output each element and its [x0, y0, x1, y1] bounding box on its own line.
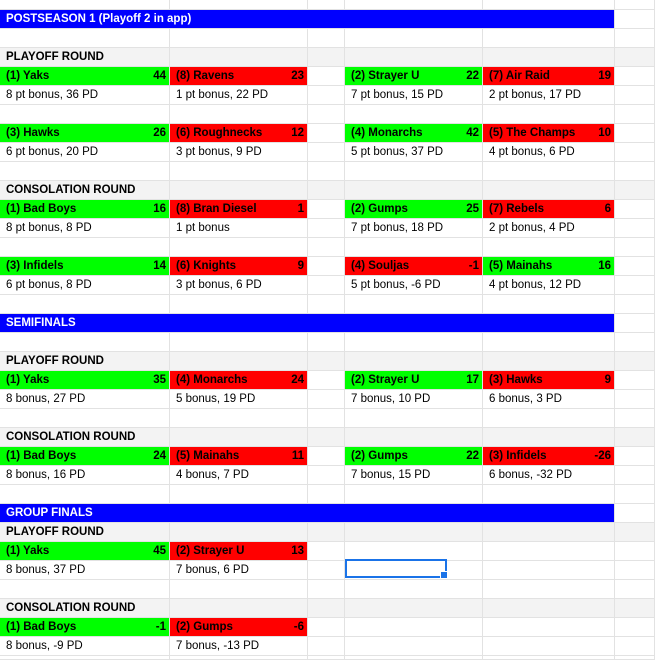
- empty-cell[interactable]: [345, 637, 483, 656]
- empty-cell[interactable]: [0, 0, 170, 10]
- empty-cell[interactable]: [308, 86, 345, 105]
- empty-cell[interactable]: [0, 238, 170, 257]
- empty-cell[interactable]: [483, 409, 615, 428]
- round-row[interactable]: [170, 48, 308, 67]
- empty-cell[interactable]: [308, 656, 345, 660]
- empty-cell[interactable]: [615, 580, 655, 599]
- empty-cell[interactable]: [170, 580, 308, 599]
- bonus-cell-label: 1 pt bonus: [176, 222, 230, 234]
- round-row[interactable]: [308, 599, 345, 618]
- round-row[interactable]: [345, 352, 483, 371]
- round-row[interactable]: [615, 428, 655, 447]
- team-cell[interactable]: [170, 371, 308, 390]
- team-cell[interactable]: [0, 67, 170, 86]
- team-cell-label: (1) Yaks: [6, 545, 50, 557]
- empty-cell[interactable]: [483, 580, 615, 599]
- team-cell-label: (1) Yaks: [6, 70, 50, 82]
- empty-cell[interactable]: [483, 105, 615, 124]
- empty-cell[interactable]: [483, 561, 615, 580]
- empty-cell[interactable]: [308, 238, 345, 257]
- team-cell-score: 45: [153, 545, 166, 557]
- bonus-cell[interactable]: [0, 276, 170, 295]
- empty-cell[interactable]: [308, 466, 345, 485]
- bonus-cell-label: 8 bonus, 37 PD: [6, 564, 86, 576]
- empty-cell[interactable]: [308, 105, 345, 124]
- team-cell-score: 19: [598, 70, 611, 82]
- empty-cell[interactable]: [615, 656, 655, 660]
- empty-cell[interactable]: [615, 200, 655, 219]
- empty-cell[interactable]: [308, 162, 345, 181]
- bonus-cell[interactable]: [0, 143, 170, 162]
- team-cell[interactable]: [0, 371, 170, 390]
- selected-cell[interactable]: [345, 559, 447, 578]
- team-cell-label: (5) Mainahs: [176, 450, 240, 462]
- team-cell-score: 13: [291, 545, 304, 557]
- team-cell-score: 42: [466, 127, 479, 139]
- bonus-cell-label: 8 bonus, 27 PD: [6, 393, 86, 405]
- empty-cell[interactable]: [483, 0, 615, 10]
- round-label-label: CONSOLATION ROUND: [6, 184, 136, 196]
- bonus-cell[interactable]: [0, 219, 170, 238]
- bonus-cell-label: 2 pt bonus, 17 PD: [489, 89, 582, 101]
- team-cell[interactable]: [0, 124, 170, 143]
- team-cell-score: 44: [153, 70, 166, 82]
- team-cell[interactable]: [170, 124, 308, 143]
- bonus-cell-label: 6 pt bonus, 8 PD: [6, 279, 92, 291]
- empty-cell[interactable]: [308, 371, 345, 390]
- round-row[interactable]: [483, 48, 615, 67]
- round-label[interactable]: [0, 599, 170, 618]
- empty-cell[interactable]: [308, 580, 345, 599]
- empty-cell[interactable]: [615, 105, 655, 124]
- team-cell-label: (8) Ravens: [176, 70, 235, 82]
- empty-cell[interactable]: [0, 29, 170, 48]
- bonus-cell[interactable]: [345, 276, 483, 295]
- empty-cell[interactable]: [170, 29, 308, 48]
- bonus-cell-label: 6 bonus, 3 PD: [489, 393, 562, 405]
- team-cell-score: 25: [466, 203, 479, 215]
- empty-cell[interactable]: [345, 29, 483, 48]
- empty-cell[interactable]: [483, 485, 615, 504]
- empty-cell[interactable]: [615, 162, 655, 181]
- round-label-label: PLAYOFF ROUND: [6, 355, 104, 367]
- empty-cell[interactable]: [0, 656, 170, 660]
- team-cell[interactable]: [345, 257, 483, 276]
- bonus-cell[interactable]: [170, 219, 308, 238]
- empty-cell[interactable]: [345, 333, 483, 352]
- team-cell[interactable]: [170, 542, 308, 561]
- empty-cell[interactable]: [170, 485, 308, 504]
- round-row[interactable]: [170, 523, 308, 542]
- bonus-cell[interactable]: [483, 276, 615, 295]
- team-cell-label: (6) Roughnecks: [176, 127, 263, 139]
- empty-cell[interactable]: [483, 542, 615, 561]
- empty-cell[interactable]: [308, 200, 345, 219]
- empty-cell[interactable]: [308, 276, 345, 295]
- empty-cell[interactable]: [615, 333, 655, 352]
- team-cell-label: (4) Souljas: [351, 260, 410, 272]
- team-cell-score: 22: [466, 70, 479, 82]
- bonus-cell[interactable]: [170, 561, 308, 580]
- bonus-cell[interactable]: [345, 390, 483, 409]
- bonus-cell-label: 2 pt bonus, 4 PD: [489, 222, 575, 234]
- empty-cell[interactable]: [615, 29, 655, 48]
- empty-cell[interactable]: [615, 295, 655, 314]
- team-cell[interactable]: [170, 447, 308, 466]
- team-cell-label: (1) Bad Boys: [6, 621, 77, 633]
- bonus-cell-label: 7 bonus, 6 PD: [176, 564, 249, 576]
- empty-cell[interactable]: [615, 485, 655, 504]
- empty-cell[interactable]: [170, 162, 308, 181]
- empty-cell[interactable]: [345, 162, 483, 181]
- empty-cell[interactable]: [170, 0, 308, 10]
- empty-cell[interactable]: [345, 580, 483, 599]
- empty-cell[interactable]: [170, 409, 308, 428]
- bonus-cell-label: 8 pt bonus, 8 PD: [6, 222, 92, 234]
- empty-cell[interactable]: [615, 10, 655, 29]
- bonus-cell[interactable]: [345, 466, 483, 485]
- round-label[interactable]: [0, 523, 170, 542]
- team-cell-score: 16: [598, 260, 611, 272]
- empty-cell[interactable]: [308, 67, 345, 86]
- empty-cell[interactable]: [615, 466, 655, 485]
- empty-cell[interactable]: [615, 618, 655, 637]
- round-row[interactable]: [483, 599, 615, 618]
- empty-cell[interactable]: [615, 637, 655, 656]
- empty-cell[interactable]: [615, 0, 655, 10]
- team-cell[interactable]: [0, 542, 170, 561]
- team-cell-score: -1: [155, 621, 166, 633]
- team-cell-score: 9: [297, 260, 304, 272]
- team-cell-score: 11: [291, 450, 304, 462]
- empty-cell[interactable]: [483, 618, 615, 637]
- team-cell-label: (4) Monarchs: [176, 374, 248, 386]
- round-row[interactable]: [308, 428, 345, 447]
- team-cell[interactable]: [345, 124, 483, 143]
- empty-cell[interactable]: [483, 656, 615, 660]
- empty-cell[interactable]: [308, 542, 345, 561]
- team-cell-label: (5) The Champs: [489, 127, 576, 139]
- bonus-cell[interactable]: [170, 276, 308, 295]
- bonus-cell-label: 5 bonus, 19 PD: [176, 393, 256, 405]
- team-cell-label: (2) Gumps: [176, 621, 233, 633]
- bonus-cell[interactable]: [345, 143, 483, 162]
- team-cell-label: (2) Strayer U: [176, 545, 245, 557]
- bonus-cell[interactable]: [345, 219, 483, 238]
- bonus-cell[interactable]: [0, 561, 170, 580]
- empty-cell[interactable]: [0, 105, 170, 124]
- empty-cell[interactable]: [0, 333, 170, 352]
- round-row[interactable]: [483, 352, 615, 371]
- team-cell[interactable]: [0, 257, 170, 276]
- empty-cell[interactable]: [615, 276, 655, 295]
- round-row[interactable]: [308, 352, 345, 371]
- empty-cell[interactable]: [0, 295, 170, 314]
- bonus-cell-label: 7 pt bonus, 15 PD: [351, 89, 444, 101]
- section-header[interactable]: [0, 314, 615, 333]
- bonus-cell[interactable]: [345, 86, 483, 105]
- empty-cell[interactable]: [615, 124, 655, 143]
- empty-cell[interactable]: [483, 637, 615, 656]
- round-label[interactable]: [0, 352, 170, 371]
- bonus-cell-label: 4 pt bonus, 6 PD: [489, 146, 575, 158]
- team-cell-score: 16: [153, 203, 166, 215]
- team-cell-label: (2) Strayer U: [351, 70, 420, 82]
- round-label-label: CONSOLATION ROUND: [6, 602, 136, 614]
- bonus-cell-label: 4 bonus, 7 PD: [176, 469, 249, 481]
- bonus-cell-label: 3 pt bonus, 6 PD: [176, 279, 262, 291]
- empty-cell[interactable]: [615, 542, 655, 561]
- section-header[interactable]: [0, 504, 615, 523]
- empty-cell[interactable]: [345, 485, 483, 504]
- empty-cell[interactable]: [615, 371, 655, 390]
- team-cell-score: 12: [291, 127, 304, 139]
- empty-cell[interactable]: [345, 656, 483, 660]
- empty-cell[interactable]: [308, 561, 345, 580]
- team-cell[interactable]: [170, 200, 308, 219]
- empty-cell[interactable]: [308, 219, 345, 238]
- empty-cell[interactable]: [345, 618, 483, 637]
- empty-cell[interactable]: [170, 333, 308, 352]
- team-cell[interactable]: [345, 67, 483, 86]
- bonus-cell[interactable]: [483, 143, 615, 162]
- round-row[interactable]: [308, 48, 345, 67]
- empty-cell[interactable]: [615, 561, 655, 580]
- empty-cell[interactable]: [345, 238, 483, 257]
- bonus-cell-label: 7 bonus, 15 PD: [351, 469, 431, 481]
- empty-cell[interactable]: [308, 124, 345, 143]
- bonus-cell-label: 4 pt bonus, 12 PD: [489, 279, 582, 291]
- team-cell[interactable]: [345, 447, 483, 466]
- team-cell-score: 9: [604, 374, 611, 386]
- empty-cell[interactable]: [0, 162, 170, 181]
- team-cell[interactable]: [345, 371, 483, 390]
- empty-cell[interactable]: [615, 219, 655, 238]
- empty-cell[interactable]: [615, 390, 655, 409]
- empty-cell[interactable]: [170, 656, 308, 660]
- round-row[interactable]: [345, 599, 483, 618]
- empty-cell[interactable]: [345, 295, 483, 314]
- empty-cell[interactable]: [615, 238, 655, 257]
- empty-cell[interactable]: [0, 409, 170, 428]
- bonus-cell[interactable]: [0, 390, 170, 409]
- team-cell-score: 1: [297, 203, 304, 215]
- round-row[interactable]: [615, 48, 655, 67]
- empty-cell[interactable]: [308, 447, 345, 466]
- round-label[interactable]: [0, 428, 170, 447]
- team-cell-label: (1) Bad Boys: [6, 450, 77, 462]
- team-cell-score: 10: [598, 127, 611, 139]
- round-row[interactable]: [483, 428, 615, 447]
- round-row[interactable]: [170, 599, 308, 618]
- empty-cell[interactable]: [615, 447, 655, 466]
- empty-cell[interactable]: [615, 504, 655, 523]
- team-cell-score: 24: [153, 450, 166, 462]
- round-label-label: CONSOLATION ROUND: [6, 431, 136, 443]
- team-cell-score: 17: [466, 374, 479, 386]
- team-cell-label: (3) Infidels: [6, 260, 64, 272]
- empty-cell[interactable]: [615, 257, 655, 276]
- team-cell-label: (1) Yaks: [6, 374, 50, 386]
- team-cell-score: -26: [594, 450, 611, 462]
- bonus-cell-label: 7 pt bonus, 18 PD: [351, 222, 444, 234]
- empty-cell[interactable]: [483, 29, 615, 48]
- team-cell-score: 22: [466, 450, 479, 462]
- bonus-cell[interactable]: [483, 86, 615, 105]
- bonus-cell[interactable]: [170, 143, 308, 162]
- bonus-cell-label: 5 pt bonus, 37 PD: [351, 146, 444, 158]
- empty-cell[interactable]: [308, 409, 345, 428]
- round-row[interactable]: [170, 428, 308, 447]
- team-cell-label: (2) Gumps: [351, 203, 408, 215]
- bonus-cell-label: 7 bonus, 10 PD: [351, 393, 431, 405]
- team-cell[interactable]: [0, 447, 170, 466]
- bonus-cell[interactable]: [0, 86, 170, 105]
- team-cell-label: (8) Bran Diesel: [176, 203, 257, 215]
- empty-cell[interactable]: [345, 0, 483, 10]
- empty-cell[interactable]: [308, 485, 345, 504]
- team-cell-label: (3) Hawks: [489, 374, 543, 386]
- bonus-cell[interactable]: [170, 466, 308, 485]
- round-row[interactable]: [483, 523, 615, 542]
- empty-cell[interactable]: [615, 86, 655, 105]
- empty-cell[interactable]: [170, 295, 308, 314]
- section-header[interactable]: [0, 10, 615, 29]
- empty-cell[interactable]: [308, 257, 345, 276]
- round-row[interactable]: [308, 181, 345, 200]
- team-cell-label: (2) Strayer U: [351, 374, 420, 386]
- team-cell-label: (6) Knights: [176, 260, 237, 272]
- round-label[interactable]: [0, 181, 170, 200]
- empty-cell[interactable]: [308, 295, 345, 314]
- empty-cell[interactable]: [170, 105, 308, 124]
- team-cell-label: (2) Gumps: [351, 450, 408, 462]
- bonus-cell[interactable]: [0, 466, 170, 485]
- team-cell-score: 14: [153, 260, 166, 272]
- team-cell[interactable]: [0, 200, 170, 219]
- empty-cell[interactable]: [0, 485, 170, 504]
- team-cell-score: -6: [293, 621, 304, 633]
- team-cell[interactable]: [483, 124, 615, 143]
- empty-cell[interactable]: [615, 409, 655, 428]
- team-cell-score: 6: [604, 203, 611, 215]
- empty-cell[interactable]: [308, 29, 345, 48]
- team-cell-label: (7) Air Raid: [489, 70, 550, 82]
- round-row[interactable]: [615, 352, 655, 371]
- team-cell-label: (3) Hawks: [6, 127, 60, 139]
- round-row[interactable]: [345, 428, 483, 447]
- round-row[interactable]: [170, 352, 308, 371]
- round-row[interactable]: [615, 523, 655, 542]
- team-cell-score: 26: [153, 127, 166, 139]
- team-cell-score: 35: [153, 374, 166, 386]
- round-row[interactable]: [345, 181, 483, 200]
- team-cell-label: (7) Rebels: [489, 203, 544, 215]
- bonus-cell[interactable]: [170, 390, 308, 409]
- team-cell[interactable]: [170, 257, 308, 276]
- section-header-label: SEMIFINALS: [6, 317, 76, 329]
- section-header-label: POSTSEASON 1 (Playoff 2 in app): [6, 13, 192, 25]
- team-cell[interactable]: [483, 257, 615, 276]
- empty-cell[interactable]: [308, 637, 345, 656]
- round-row[interactable]: [345, 523, 483, 542]
- empty-cell[interactable]: [615, 67, 655, 86]
- bonus-cell-label: 1 pt bonus, 22 PD: [176, 89, 269, 101]
- bonus-cell-label: 6 bonus, -32 PD: [489, 469, 573, 481]
- empty-cell[interactable]: [308, 0, 345, 10]
- team-cell[interactable]: [483, 447, 615, 466]
- empty-cell[interactable]: [308, 618, 345, 637]
- round-row[interactable]: [615, 599, 655, 618]
- section-header-label: GROUP FINALS: [6, 507, 93, 519]
- round-row[interactable]: [483, 181, 615, 200]
- bonus-cell-label: 7 bonus, -13 PD: [176, 640, 260, 652]
- team-cell-score: 24: [291, 374, 304, 386]
- bonus-cell[interactable]: [483, 219, 615, 238]
- bonus-cell[interactable]: [483, 390, 615, 409]
- empty-cell[interactable]: [483, 238, 615, 257]
- team-cell-label: (1) Bad Boys: [6, 203, 77, 215]
- round-label-label: PLAYOFF ROUND: [6, 51, 104, 63]
- empty-cell[interactable]: [308, 143, 345, 162]
- bonus-cell-label: 3 pt bonus, 9 PD: [176, 146, 262, 158]
- empty-cell[interactable]: [483, 333, 615, 352]
- empty-cell[interactable]: [308, 333, 345, 352]
- empty-cell[interactable]: [345, 409, 483, 428]
- bonus-cell[interactable]: [0, 637, 170, 656]
- round-row[interactable]: [308, 523, 345, 542]
- bonus-cell[interactable]: [170, 86, 308, 105]
- empty-cell[interactable]: [345, 105, 483, 124]
- empty-cell[interactable]: [615, 314, 655, 333]
- round-label[interactable]: [0, 48, 170, 67]
- round-label-label: PLAYOFF ROUND: [6, 526, 104, 538]
- empty-cell[interactable]: [483, 162, 615, 181]
- team-cell[interactable]: [345, 200, 483, 219]
- fill-handle[interactable]: [440, 571, 448, 579]
- empty-cell[interactable]: [615, 143, 655, 162]
- round-row[interactable]: [170, 181, 308, 200]
- bonus-cell-label: 6 pt bonus, 20 PD: [6, 146, 99, 158]
- bonus-cell-label: 8 pt bonus, 36 PD: [6, 89, 99, 101]
- team-cell[interactable]: [483, 67, 615, 86]
- bonus-cell[interactable]: [170, 637, 308, 656]
- empty-cell[interactable]: [483, 295, 615, 314]
- empty-cell[interactable]: [0, 580, 170, 599]
- empty-cell[interactable]: [170, 238, 308, 257]
- team-cell-score: 23: [291, 70, 304, 82]
- team-cell-score: -1: [468, 260, 479, 272]
- team-cell-label: (3) Infidels: [489, 450, 547, 462]
- round-row[interactable]: [345, 48, 483, 67]
- team-cell-label: (4) Monarchs: [351, 127, 423, 139]
- team-cell-label: (5) Mainahs: [489, 260, 553, 272]
- round-row[interactable]: [615, 181, 655, 200]
- bonus-cell-label: 8 bonus, 16 PD: [6, 469, 86, 481]
- team-cell[interactable]: [0, 618, 170, 637]
- team-cell[interactable]: [170, 67, 308, 86]
- bonus-cell-label: 5 pt bonus, -6 PD: [351, 279, 441, 291]
- bonus-cell-label: 8 bonus, -9 PD: [6, 640, 83, 652]
- empty-cell[interactable]: [308, 390, 345, 409]
- team-cell[interactable]: [483, 371, 615, 390]
- team-cell[interactable]: [483, 200, 615, 219]
- team-cell[interactable]: [170, 618, 308, 637]
- bonus-cell[interactable]: [483, 466, 615, 485]
